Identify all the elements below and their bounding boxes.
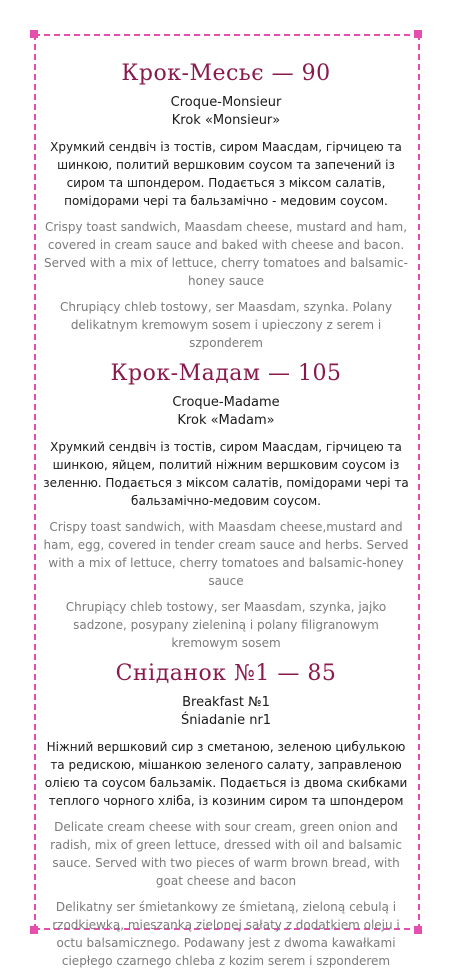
menu-item-breakfast-1 — [40, 660, 412, 970]
menu-item-croque-monsieur — [40, 60, 412, 352]
menu-content — [40, 60, 412, 978]
dish-name-en: Breakfast №1 — [182, 695, 270, 710]
dish-title: Крок-Месьє — 90 — [121, 61, 331, 86]
menu-item-croque-madame — [40, 360, 412, 652]
dish-name-en: Croque-Monsieur — [170, 95, 282, 110]
dish-title: Сніданок №1 — 85 — [115, 661, 337, 686]
dish-description-pl: Chrupiący chleb tostowy, ser Maasdam, szynka, jajko sadzone, posypany zieleniną i polany filigranowym kremowym sosem — [65, 600, 387, 650]
corner-top-right — [414, 30, 422, 38]
dish-name-pl: Śniadanie nr1 — [180, 713, 272, 728]
dish-title: Крок-Мадам — 105 — [110, 361, 342, 386]
dish-description-en: Crispy toast sandwich, Maasdam cheese, mustard and ham, covered in cream sauce and baked with cheese and bacon. Served with a mix of lettuce, cherry tomatoes and balsamic-honey sauce — [44, 220, 408, 288]
corner-bottom-right — [414, 926, 422, 934]
dish-description-ua: Хрумкий сендвіч із тостів, сиром Маасдам, гірчицею та шинкою, яйцем, политий ніжним вершковим соусом із зеленню. Подається з міксом салатів, помідорами чері та бальзамічно-медовим соусом. — [43, 440, 409, 508]
dish-description-ua: Ніжний вершковий сир з сметаною, зеленою цибулькою та редискою, мішанкою зеленого салату, заправленою олією та соусом бальзамік. Подається із двома скибками теплого чорного хліба, із козиним сиром та шпондером — [44, 740, 408, 808]
dish-name-pl: Krok «Monsieur» — [171, 113, 281, 128]
corner-top-left — [30, 30, 38, 38]
dish-description-ua: Хрумкий сендвіч із тостів, сиром Маасдам, гірчицею та шинкою, политий вершковим соусом та запечений із сиром та шпондером. Подається з міксом салатів, помідорами чері та бальзамічно - медовим соусом. — [50, 140, 402, 208]
dish-description-pl: Chrupiący chleb tostowy, ser Maasdam, szynka. Polany delikatnym kremowym sosem i upieczony z serem i szponderem — [59, 300, 393, 350]
dish-description-pl: Delikatny ser śmietankowy ze śmietaną, zieloną cebulą i rzodkiewką, mieszanką zielonej sałaty z dodatkiem oleju i octu balsamicznego. Podawany jest z dwoma kawałkami ciepłego czarnego chleba z kozim serem i szponderem — [52, 900, 400, 968]
dish-name-en: Croque-Madame — [172, 395, 280, 410]
corner-bottom-left — [30, 926, 38, 934]
dish-description-en: Delicate cream cheese with sour cream, green onion and radish, mix of green lettuce, dressed with oil and balsamic sauce. Served with two pieces of warm brown bread, with goat cheese and bacon — [50, 820, 402, 888]
dish-description-en: Crispy toast sandwich, with Maasdam cheese,mustard and ham, egg, covered in tender cream sauce and herbs. Served with a mix of lettuce, cherry tomatoes and balsamic-honey sauce — [43, 520, 409, 588]
dish-name-pl: Krok «Madam» — [177, 413, 275, 428]
